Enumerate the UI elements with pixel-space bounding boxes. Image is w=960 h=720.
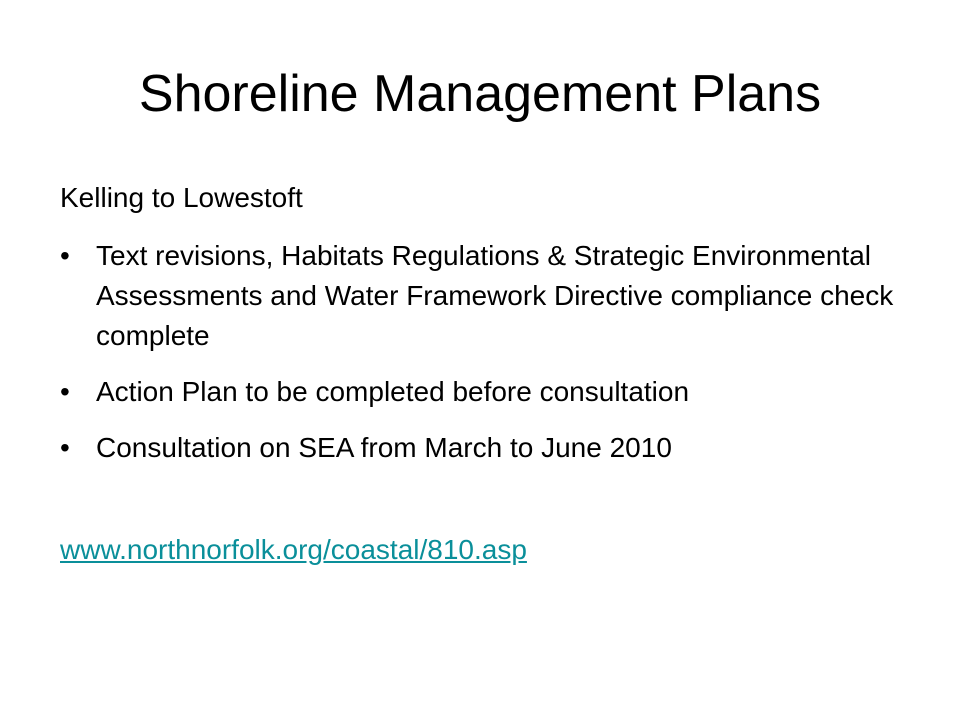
bullet-icon: • bbox=[60, 432, 70, 463]
bullet-text: Text revisions, Habitats Regulations & Strategic Environmental Assessments and Water Framework Directive compliance check complete bbox=[96, 240, 894, 351]
slide-title: Shoreline Management Plans bbox=[138, 65, 822, 123]
bullet-item bbox=[60, 236, 900, 356]
bullet-text: Consultation on SEA from March to June 2010 bbox=[96, 432, 672, 463]
bullet-text: Action Plan to be completed before consultation bbox=[96, 376, 690, 407]
bullet-icon: • bbox=[60, 376, 70, 407]
slide-subtitle: Kelling to Lowestoft bbox=[60, 182, 303, 213]
bullet-list bbox=[60, 236, 900, 484]
bullet-icon: • bbox=[60, 240, 70, 271]
bullet-item bbox=[60, 372, 900, 412]
bullet-item bbox=[60, 428, 900, 468]
website-link[interactable]: www.northnorfolk.org/coastal/810.asp bbox=[60, 534, 527, 565]
